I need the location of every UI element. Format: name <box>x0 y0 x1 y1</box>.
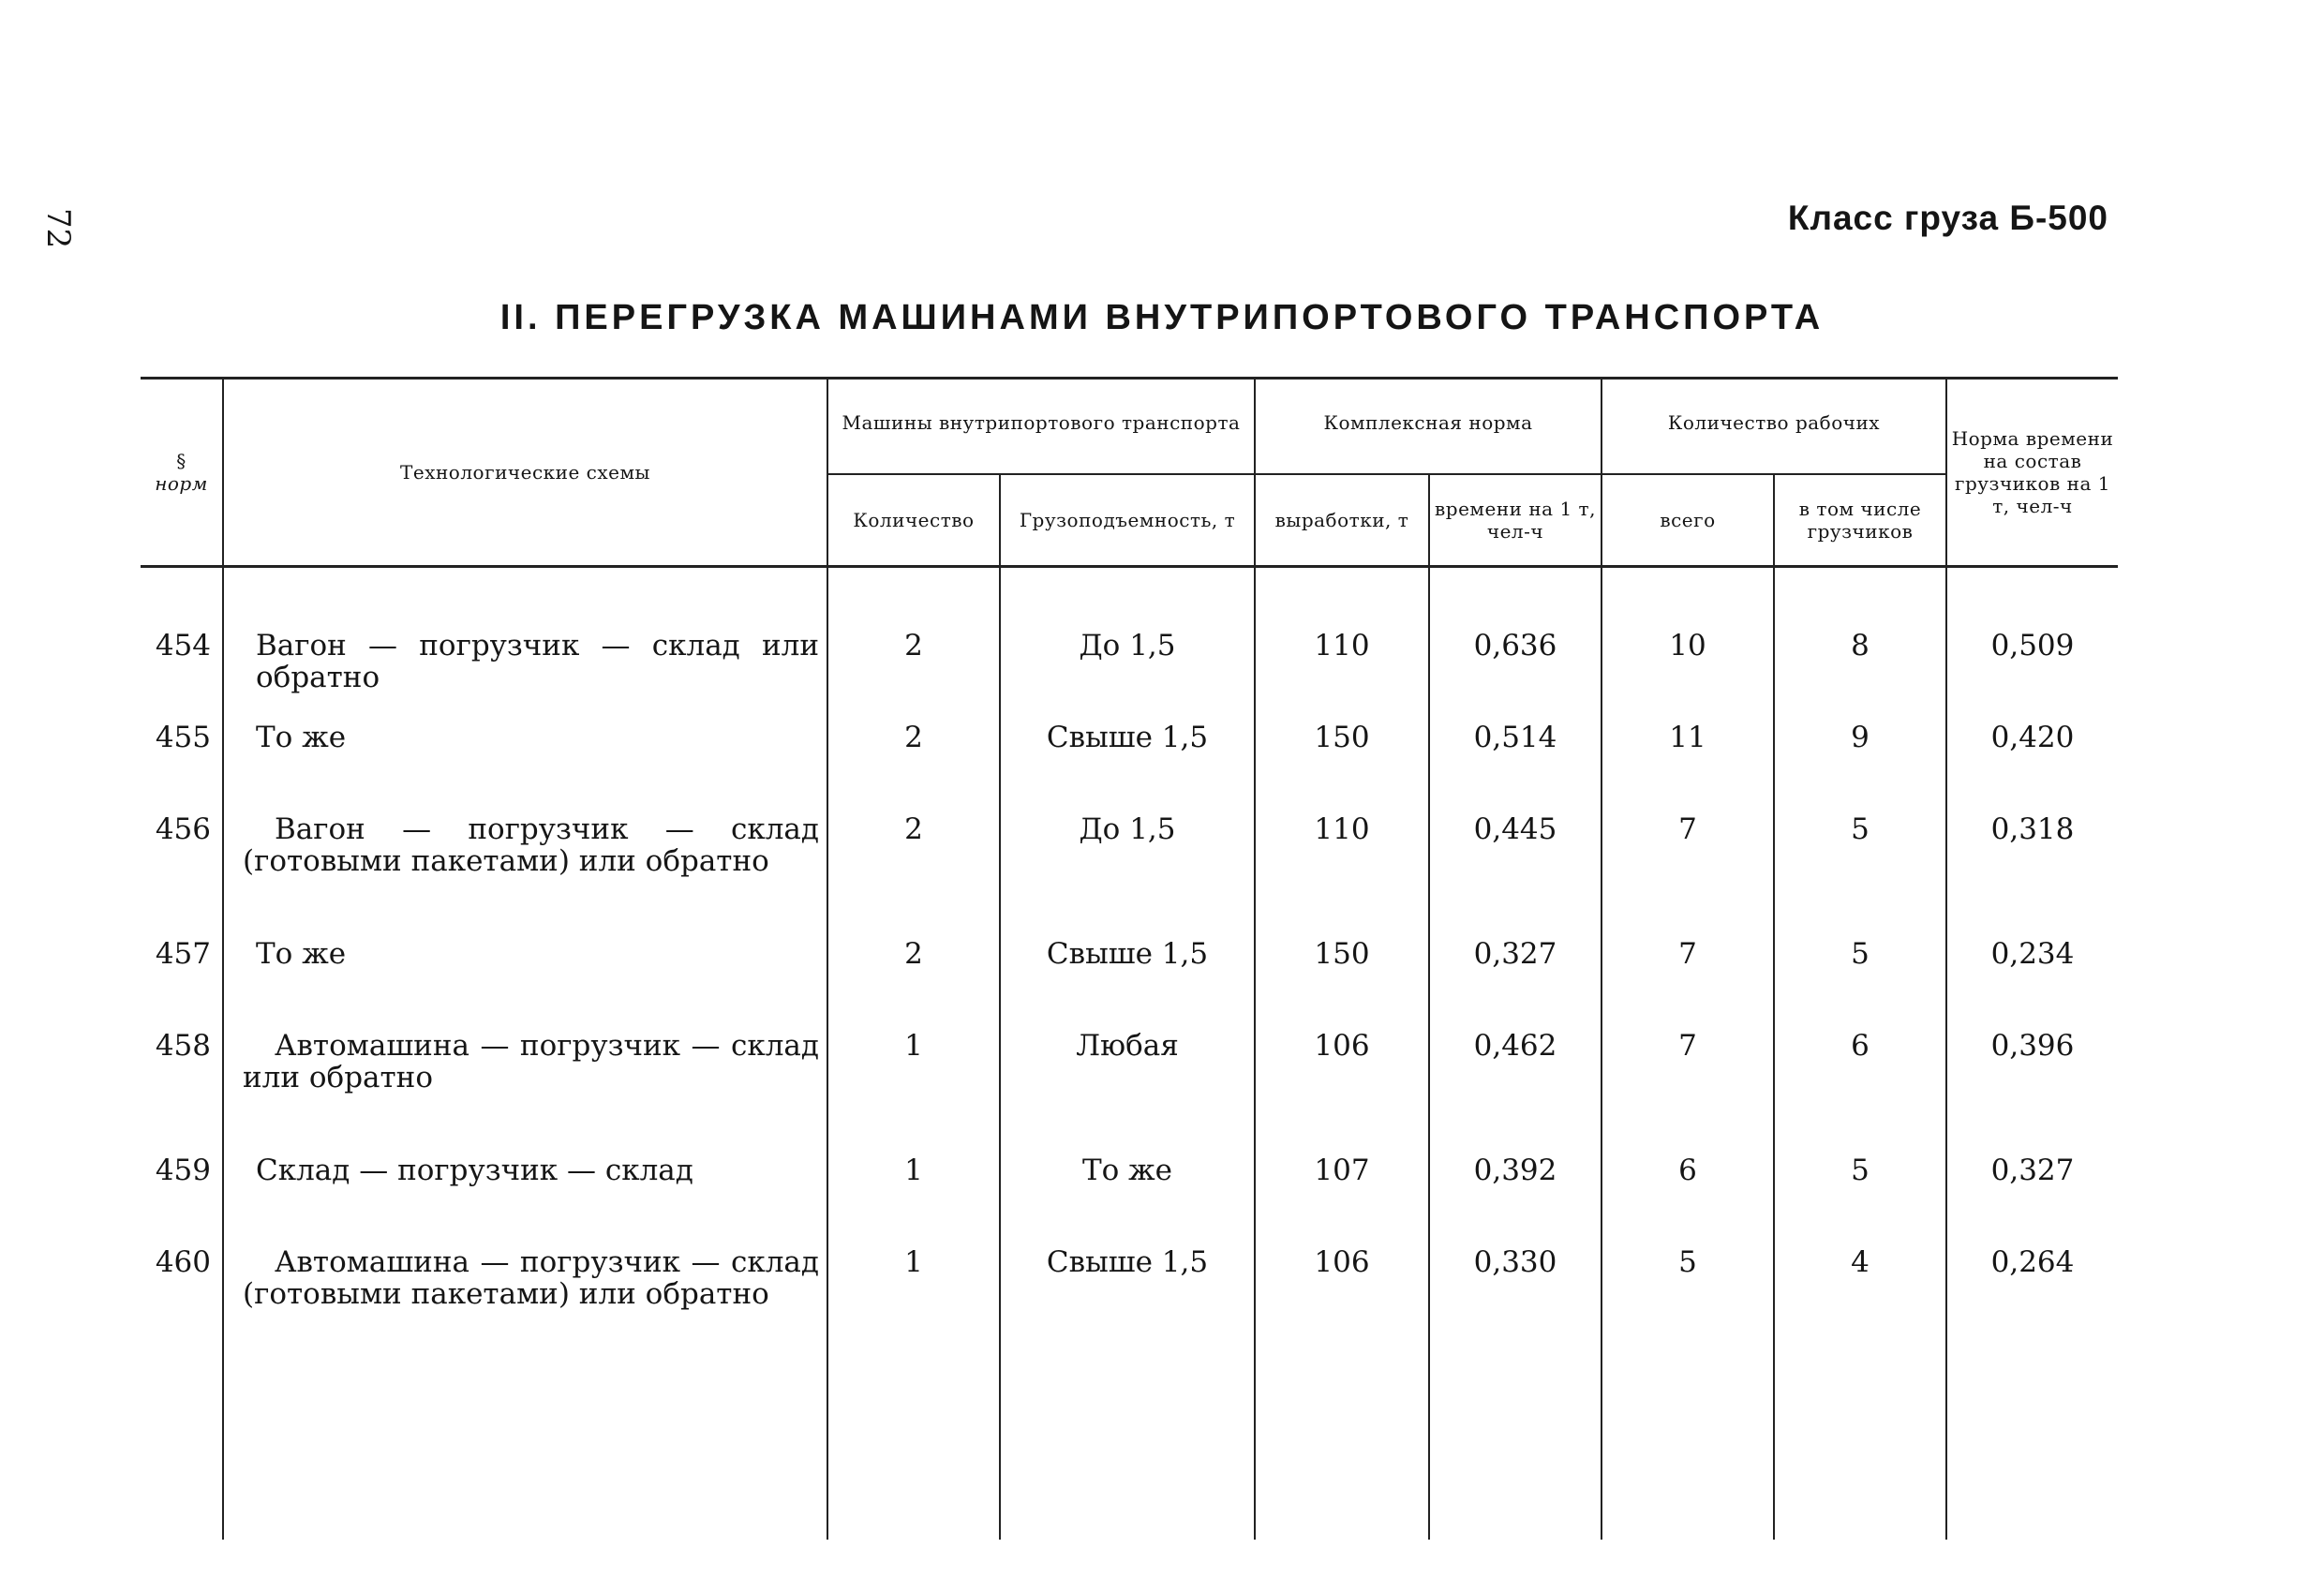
cell-output: 106 <box>1255 1246 1429 1371</box>
cell-workers-total: 11 <box>1601 722 1774 813</box>
header-workers-group: Количество рабочих <box>1601 379 1946 475</box>
cell-output: 106 <box>1255 1030 1429 1154</box>
cell-capacity: Любая <box>1000 1030 1255 1154</box>
cell-capacity: До 1,5 <box>1000 813 1255 938</box>
cell-time: 0,514 <box>1429 722 1601 813</box>
table-row <box>141 938 2118 1030</box>
table-header <box>141 379 2118 567</box>
cell-machines-qty: 2 <box>827 813 1000 938</box>
table-spacer-row <box>141 567 2118 631</box>
cell-workers-loaders: 6 <box>1774 1030 1946 1154</box>
cell-time: 0,445 <box>1429 813 1601 938</box>
cell-workers-loaders: 9 <box>1774 722 1946 813</box>
cell-scheme <box>223 722 827 813</box>
cell-capacity: То же <box>1000 1154 1255 1246</box>
cell-machines-qty: 2 <box>827 722 1000 813</box>
header-scheme: Технологические схемы <box>223 379 827 567</box>
cell-workers-total: 7 <box>1601 813 1774 938</box>
cell-output: 107 <box>1255 1154 1429 1246</box>
cargo-class-label: Класс груза Б-500 <box>1787 199 2108 237</box>
cell-machines-qty: 1 <box>827 1030 1000 1154</box>
cell-output: 150 <box>1255 722 1429 813</box>
cell-time: 0,636 <box>1429 630 1601 722</box>
cell-scheme <box>223 1030 827 1154</box>
table-row <box>141 630 2118 722</box>
header-norm-number <box>141 379 223 567</box>
scheme-text: Склад — погрузчик — склад <box>256 1154 693 1187</box>
header-workers-loaders: в том числе грузчиков <box>1774 474 1946 567</box>
table-row <box>141 722 2118 813</box>
cell-workers-total: 5 <box>1601 1246 1774 1371</box>
cell-scheme <box>223 813 827 938</box>
cell-machines-qty: 1 <box>827 1246 1000 1371</box>
scheme-text: То же <box>256 937 347 971</box>
cell-scheme <box>223 1154 827 1246</box>
cell-output: 110 <box>1255 630 1429 722</box>
header-machines-capacity: Грузоподъемность, т <box>1000 474 1255 567</box>
cell-time-norm: 0,420 <box>1946 722 2118 813</box>
cell-workers-loaders: 5 <box>1774 1154 1946 1246</box>
table-body <box>141 567 2118 1541</box>
cell-workers-total: 7 <box>1601 1030 1774 1154</box>
cell-time-norm: 0,234 <box>1946 938 2118 1030</box>
cell-time: 0,330 <box>1429 1246 1601 1371</box>
cell-time-norm: 0,509 <box>1946 630 2118 722</box>
cell-machines-qty: 2 <box>827 938 1000 1030</box>
cell-workers-total: 7 <box>1601 938 1774 1030</box>
cell-capacity: До 1,5 <box>1000 630 1255 722</box>
cell-norm-number: 457 <box>155 937 211 971</box>
cell-norm-number: 460 <box>155 1245 211 1279</box>
page-number: 72 <box>39 208 77 249</box>
table-row <box>141 1030 2118 1154</box>
cell-output: 110 <box>1255 813 1429 938</box>
cell-workers-loaders: 4 <box>1774 1246 1946 1371</box>
table-empty-row <box>141 1371 2118 1540</box>
cell-machines-qty: 2 <box>827 630 1000 722</box>
scheme-text: Вагон — погрузчик — склад (готовыми пакетами) или обратно <box>243 812 819 878</box>
scheme-text: То же <box>256 721 347 754</box>
cell-norm-number: 458 <box>155 1029 211 1063</box>
cell-workers-total: 10 <box>1601 630 1774 722</box>
cell-time-norm: 0,327 <box>1946 1154 2118 1246</box>
cell-output: 150 <box>1255 938 1429 1030</box>
header-machines-group: Машины внутрипортового транспорта <box>827 379 1255 475</box>
header-norm-number-label: норм <box>155 472 208 495</box>
header-time-norm: Норма времени на состав грузчиков на 1 т, чел-ч <box>1946 379 2118 567</box>
header-machines-qty: Количество <box>827 474 1000 567</box>
header-workers-total: всего <box>1601 474 1774 567</box>
header-complex-output: выработки, т <box>1255 474 1429 567</box>
cell-workers-loaders: 8 <box>1774 630 1946 722</box>
cell-workers-loaders: 5 <box>1774 938 1946 1030</box>
table-row <box>141 1246 2118 1371</box>
table-row <box>141 1154 2118 1246</box>
cell-capacity: Свыше 1,5 <box>1000 938 1255 1030</box>
cell-capacity: Свыше 1,5 <box>1000 1246 1255 1371</box>
scheme-text: Вагон — погрузчик — склад или обратно <box>256 629 819 694</box>
header-complex-time: времени на 1 т, чел-ч <box>1429 474 1601 567</box>
cell-norm-number: 455 <box>155 721 211 754</box>
norm-table <box>141 377 2118 1540</box>
cell-norm-number: 459 <box>155 1154 211 1187</box>
section-title: II. ПЕРЕГРУЗКА МАШИНАМИ ВНУТРИПОРТОВОГО ТРАНСПОРТА <box>499 298 1825 337</box>
cell-workers-loaders: 5 <box>1774 813 1946 938</box>
header-complex-norm-group: Комплексная норма <box>1255 379 1601 475</box>
cell-norm-number: 454 <box>155 629 211 663</box>
cell-machines-qty: 1 <box>827 1154 1000 1246</box>
scheme-text: Автомашина — погрузчик — склад или обратно <box>243 1029 819 1094</box>
cell-workers-total: 6 <box>1601 1154 1774 1246</box>
cell-norm-number: 456 <box>155 812 211 846</box>
cell-time-norm: 0,318 <box>1946 813 2118 938</box>
cell-scheme <box>223 630 827 722</box>
header-norm-number-symbol: § <box>176 450 186 472</box>
cell-time: 0,392 <box>1429 1154 1601 1246</box>
cell-time-norm: 0,396 <box>1946 1030 2118 1154</box>
scheme-text: Автомашина — погрузчик — склад (готовыми пакетами) или обратно <box>243 1245 819 1311</box>
cell-time: 0,327 <box>1429 938 1601 1030</box>
cell-time-norm: 0,264 <box>1946 1246 2118 1371</box>
cell-scheme <box>223 1246 827 1371</box>
cell-capacity: Свыше 1,5 <box>1000 722 1255 813</box>
table-row <box>141 813 2118 938</box>
cell-time: 0,462 <box>1429 1030 1601 1154</box>
cell-scheme <box>223 938 827 1030</box>
